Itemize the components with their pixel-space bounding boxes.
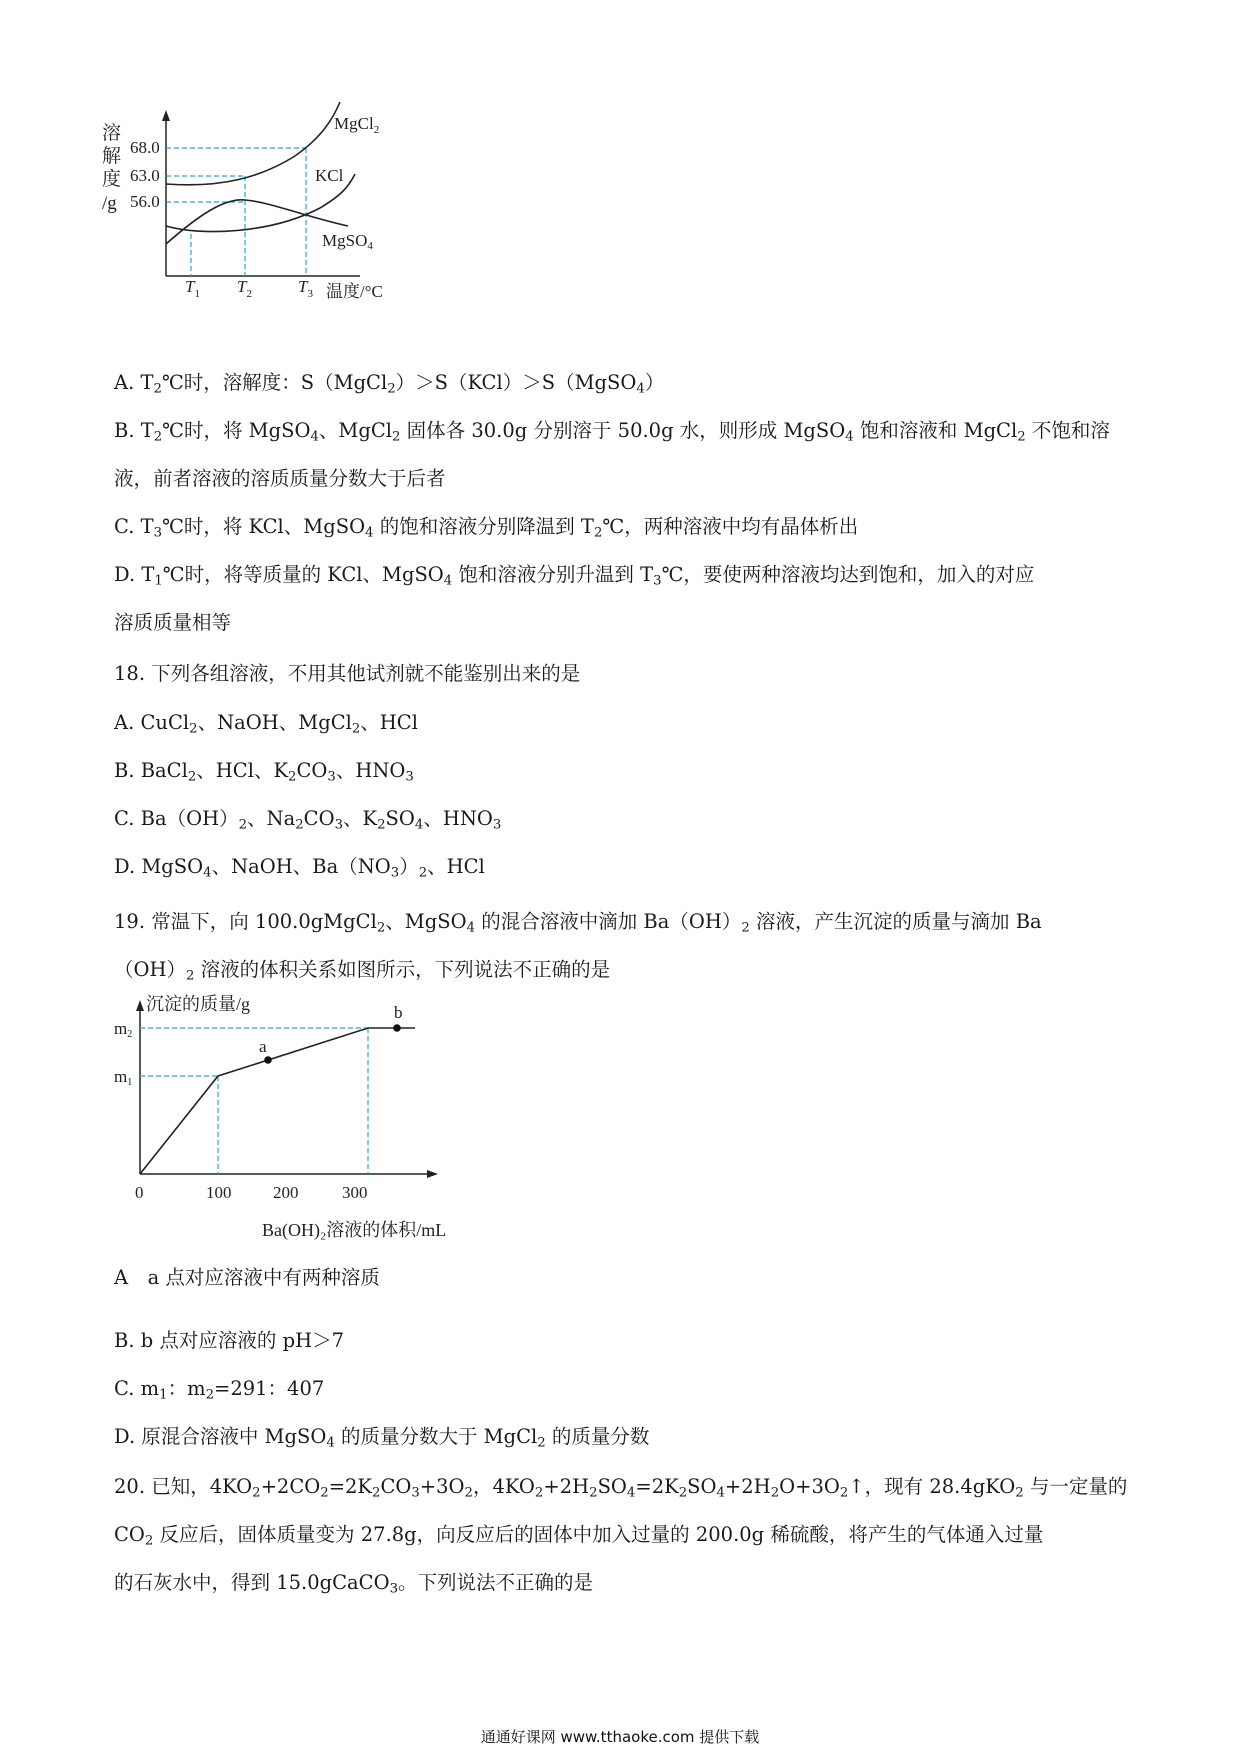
text-run: 、MgCl [318,419,393,442]
fig2-ytick-m2: m2 [114,1019,133,1040]
subscript: 2 [770,1485,780,1501]
text-run: ） [644,371,665,394]
subscript: 4 [310,429,319,445]
subscript: 2 [534,1485,544,1501]
fig2-xtick-200: 200 [273,1183,299,1202]
subscript: 4 [636,381,645,397]
fig2-xtick-300: 300 [342,1183,368,1202]
fig2-x-arrow [427,1170,438,1178]
subscript: 2 [418,865,428,881]
text-run: ℃时，将 KCl、MgSO [162,515,366,538]
subscript: 2 [187,769,197,785]
text-run: B. T [114,419,154,442]
subscript: 3 [327,769,336,785]
q17-option-b1 [114,418,1110,444]
text-run: 溶液的体积关系如图所示，下列说法不正确的是 [194,958,611,981]
q17-option-b2 [114,466,446,492]
subscript: 2 [351,721,361,737]
q19-option-a [114,1265,380,1291]
text-run: D. 原混合溶液中 MgSO [114,1425,327,1448]
fig1-xtick-t1: $T_1$ [185,277,200,300]
subscript: 3 [389,1581,398,1597]
subscript: 4 [326,1435,335,1451]
text-run: 溶液，产生沉淀的质量与滴加 Ba [749,910,1042,933]
subscript: 2 [839,1485,849,1501]
subscript: 2 [189,721,198,737]
fig1-curve-mgso4 [166,200,348,244]
q18-option-b [114,758,414,784]
text-run: SO [597,1475,627,1498]
text-run: ℃时，溶解度：S（MgCl [161,371,388,394]
text-run: CO [296,759,328,782]
fig1-xlabel: 温度/°C [326,282,383,301]
page-footer: 通通好课网 www.tthaoke.com 提供下载 [480,1728,760,1746]
q17-option-c [114,514,858,540]
fig1-ytick-63: 63.0 [130,166,160,185]
subscript: 2 [377,817,386,833]
text-run: D. MgSO [114,855,204,878]
text-run: 的质量分数 [545,1425,650,1448]
fig1-xtick-t3: $T_3$ [298,277,313,300]
subscript: 2 [372,1485,381,1501]
fig1-ytick-56: 56.0 [130,192,160,211]
subscript: 2 [153,429,163,445]
text-run: 、HCl、K [196,759,289,782]
subscript: 4 [626,1485,636,1501]
text-run: ↑，现有 28.4gKO [848,1475,1016,1498]
text-run: 、NaOH、Ba（NO [211,855,391,878]
fig2-ylabel: 沉淀的质量/g [146,994,251,1014]
text-run: +2H [543,1475,590,1498]
fig2-guides [140,1028,368,1174]
fig2-data-line [140,1028,415,1174]
fig1-label-mgcl2: MgCl$_2$ [334,114,380,136]
subscript: 3 [411,1485,420,1501]
text-run: 溶质质量相等 [114,611,232,634]
subscript: 3 [334,817,344,833]
solubility-chart-svg [100,96,440,316]
text-run: 饱和溶液和 MgCl [853,419,1018,442]
text-run: SO [385,807,415,830]
fig2-xtick-100: 100 [206,1183,232,1202]
text-run: =2K [328,1475,373,1498]
text-run: 反应后，固体质量变为 27.8g，向反应后的固体中加入过量的 200.0g 稀硫酸，将产生的气体通入过量 [153,1523,1044,1546]
subscript: 2 [1017,429,1026,445]
text-run: A. T [114,371,154,394]
subscript: 4 [466,920,475,936]
text-run: C. T [114,515,154,538]
fig1-curve-mgcl2 [166,102,340,185]
question-18-stem: 18. 下列各组溶液，不用其他试剂就不能鉴别出来的是 [114,662,581,685]
fig2-point-a [264,1056,272,1064]
text-run: 与一定量的 [1023,1475,1128,1498]
fig1-ylabel-0: 溶 [102,123,122,144]
fig1-label-mgso4: MgSO4 [322,231,373,252]
fig1-ylabel-2: 度 [102,169,122,190]
subscript: 2 [464,1485,473,1501]
subscript: 4 [203,865,212,881]
subscript: 4 [414,817,424,833]
text-run: 固体各 30.0g 分别溶于 50.0g 水，则形成 MgSO [400,419,846,442]
text-run: 的混合溶液中滴加 Ba（OH） [475,910,742,933]
fig1-ytick-68: 68.0 [130,138,160,157]
subscript: 2 [295,817,304,833]
question-19-stem-line1 [114,909,1042,935]
subscript: 3 [390,865,400,881]
text-run: CO [114,1523,145,1546]
text-run: 不饱和溶 [1025,419,1110,442]
question-20-line3 [114,1570,593,1596]
subscript: 2 [741,920,750,936]
text-run: 20. 已知，4KO [114,1475,253,1498]
subscript: 3 [153,525,163,541]
text-run: =2K [635,1475,679,1498]
q18-option-c [114,806,501,832]
subscript: 2 [153,381,162,397]
text-run: D. T [114,563,155,586]
fig1-ylabel-3: /g [102,193,117,214]
text-run: +2CO [260,1475,321,1498]
subscript: 2 [376,920,386,936]
text-run: 。下列说法不正确的是 [398,1571,594,1594]
subscript: 3 [492,817,502,833]
fig2-xtick-0: 0 [135,1183,144,1202]
subscript: 2 [205,1387,214,1403]
text-run: A a 点对应溶液中有两种溶质 [114,1266,380,1289]
text-run: C. Ba（OH） [114,807,239,830]
text-run: 的质量分数大于 MgCl [334,1425,538,1448]
precipitate-chart [110,990,490,1240]
text-run: 、K [343,807,378,830]
subscript: 2 [186,968,195,984]
question-20-line2 [114,1522,1043,1548]
text-run: ）＞S（KCl）＞S（MgSO [395,371,637,394]
subscript: 2 [144,1533,154,1549]
text-run: 、Na [247,807,296,830]
subscript: 2 [288,769,297,785]
subscript: 4 [716,1485,725,1501]
fig2-point-b [393,1024,401,1032]
subscript: 2 [589,1485,598,1501]
text-run: 、HCl [360,711,418,734]
text-run: 19. 常温下，向 100.0gMgCl [114,910,377,933]
solubility-chart [100,96,440,316]
subscript: 2 [593,525,603,541]
subscript: 2 [537,1435,546,1451]
text-run: 、NaOH、MgCl [197,711,352,734]
text-run: +2H [724,1475,771,1498]
subscript: 4 [365,525,374,541]
text-run: 的饱和溶液分别降温到 T [373,515,594,538]
text-run: （OH） [114,958,186,981]
text-run: O+3O [779,1475,840,1498]
text-run: SO [687,1475,717,1498]
fig1-y-arrow [162,110,170,121]
q17-option-d1 [114,562,1034,588]
precipitate-chart-svg [110,990,490,1240]
fig2-point-a-label: a [259,1037,267,1056]
question-19-stem-line2 [114,957,610,983]
subscript: 2 [392,429,401,445]
subscript: 4 [443,573,453,589]
q19-option-b [114,1328,344,1354]
question-20-line1 [114,1474,1127,1500]
text-run: ℃时，将 MgSO [162,419,311,442]
fig1-ylabel-1: 解 [102,146,122,167]
q19-option-d [114,1424,649,1450]
text-run: =291：407 [214,1377,325,1400]
text-run: ：m [167,1377,206,1400]
text-run: CO [380,1475,412,1498]
subscript: 2 [252,1485,261,1501]
subscript: 2 [320,1485,329,1501]
text-run: 的石灰水中，得到 15.0gCaCO [114,1571,390,1594]
fig1-guides [166,148,306,276]
subscript: 2 [1015,1485,1024,1501]
subscript: 2 [678,1485,688,1501]
fig2-point-b-label: b [394,1003,403,1022]
q18-option-d [114,854,485,880]
fig2-y-arrow [136,1000,144,1011]
text-run: 液，前者溶液的溶质质量分数大于后者 [114,467,446,490]
text-run: ℃，要使两种溶液均达到饱和，加入的对应 [661,563,1035,586]
subscript: 1 [154,573,163,589]
fig1-xtick-t2: $T_2$ [237,277,252,300]
subscript: 3 [405,769,414,785]
subscript: 1 [159,1387,168,1403]
text-run: A. CuCl [114,711,190,734]
q19-option-c [114,1376,324,1402]
subscript: 3 [653,573,662,589]
text-run: ） [399,855,419,878]
text-run: ，4KO [472,1475,535,1498]
text-run: 、HCl [427,855,485,878]
fig2-xlabel: Ba(OH)₂溶液的体积/mL [262,1220,447,1240]
text-run: 饱和溶液分别升温到 T [452,563,654,586]
text-run: 、MgSO [385,910,467,933]
text-run: ℃，两种溶液中均有晶体析出 [602,515,859,538]
fig1-label-kcl: KCl [315,166,344,185]
text-run: ℃时，将等质量的 KCl、MgSO [162,563,444,586]
text-run: 、HNO [423,807,493,830]
text-run: B. b 点对应溶液的 pH＞7 [114,1329,345,1352]
q18-option-a [114,710,418,736]
text-run: +3O [419,1475,465,1498]
fig2-ytick-m1: m1 [114,1067,133,1088]
subscript: 4 [845,429,854,445]
text-run: B. BaCl [114,759,188,782]
text-run: C. m [114,1377,160,1400]
q17-option-a [114,370,664,396]
text-run: CO [303,807,335,830]
subscript: 2 [238,817,248,833]
q17-option-d2 [114,610,231,636]
subscript: 2 [387,381,396,397]
text-run: 、HNO [335,759,406,782]
